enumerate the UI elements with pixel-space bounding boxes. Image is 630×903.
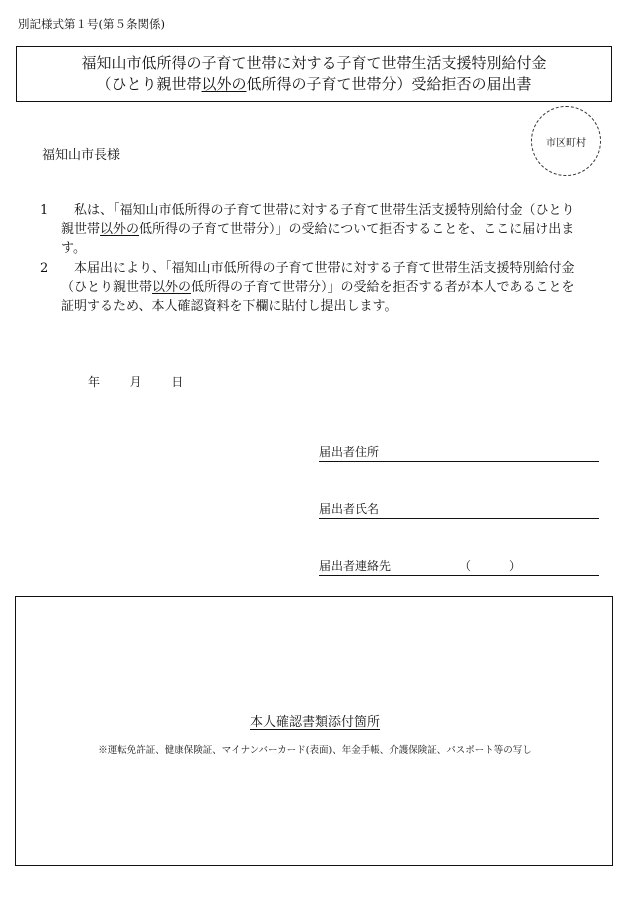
seal-label: 市区町村: [546, 137, 586, 149]
item-text: [61, 259, 585, 316]
date-month: 月: [129, 375, 142, 389]
applicant-name-label: 届出者氏名: [319, 502, 380, 516]
seal-stamp-area: [531, 106, 601, 176]
item-text: [61, 201, 585, 258]
contact-paren-close: ）: [509, 559, 522, 573]
item-text-post: 低所得の子育て世帯分）」の受給を拒否する者が本人であることを証明するため、本人確認資料を下欄に貼付し提出します。: [61, 280, 575, 314]
attachment-note: ※運転免許証、健康保険証、マイナンバーカード(表面)、年金手帳、介護保険証、パスポート等の写し: [98, 745, 532, 756]
id-attachment-area: [15, 596, 613, 866]
addressee: 福知山市長様: [42, 148, 121, 163]
applicant-address-label: 届出者住所: [319, 445, 380, 459]
attachment-title: 本人確認書類添付箇所: [249, 715, 380, 730]
applicant-name-field[interactable]: [319, 500, 599, 519]
item-text-post: 低所得の子育て世帯分）」の受給について拒否することを、ここに届け出ます。: [61, 222, 575, 256]
item-text-underlined: 以外の: [152, 280, 192, 295]
title-line-2-underlined: 以外の: [201, 75, 247, 93]
item-text-underlined: 以外の: [100, 222, 140, 237]
title-line-2: [17, 74, 611, 95]
date-line: [88, 373, 183, 390]
title-line-2-pre: （ひとり親世帯: [96, 75, 202, 93]
document-title: [16, 46, 612, 102]
item-text-pre: 本届出により、「福知山市低所得の子育て世帯に対する子育て世帯生活支援特別給付金（ひとり親世帯: [61, 261, 575, 295]
statement-item-1: [40, 201, 585, 258]
title-line-1: 福知山市低所得の子育て世帯に対する子育て世帯生活支援特別給付金: [81, 54, 547, 72]
statement-item-2: [40, 259, 585, 316]
applicant-contact-field[interactable]: [319, 557, 599, 576]
item-text-pre: 私は、「福知山市低所得の子育て世帯に対する子育て世帯生活支援特別給付金（ひとり親世帯: [61, 203, 575, 237]
contact-paren-open: （: [459, 559, 472, 573]
applicant-contact-label: 届出者連絡先: [319, 559, 392, 573]
date-year: 年: [88, 375, 101, 389]
form-number: 別記様式第１号(第５条関係): [18, 17, 165, 31]
title-line-2-post: 低所得の子育て世帯分）受給拒否の届出書: [246, 75, 532, 93]
item-number: 1: [40, 203, 49, 218]
applicant-address-field[interactable]: [319, 443, 599, 462]
item-number: 2: [40, 261, 49, 276]
date-day: 日: [171, 375, 184, 389]
